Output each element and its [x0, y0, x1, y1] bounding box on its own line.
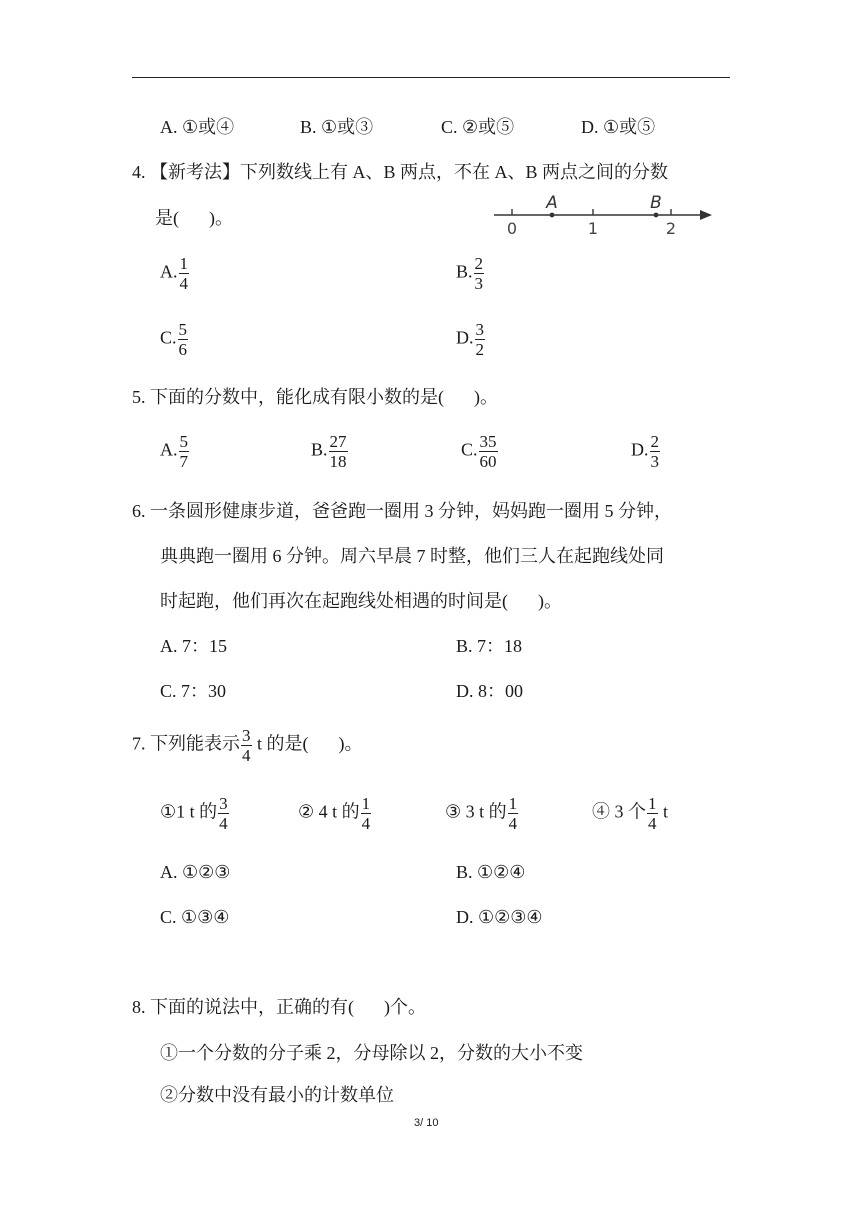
point-b-dot	[654, 213, 659, 218]
q7-item-1: ①1 t 的 $\frac{3}{4}$	[160, 794, 228, 833]
page-number: 3/ 10	[414, 1117, 439, 1129]
fraction: $\frac{1}{4}$	[361, 794, 371, 833]
q4-option-a: A. $\frac{1}{4}$	[160, 254, 188, 293]
q6-option-c: C. 7：30	[160, 681, 227, 701]
fraction: $\frac{2}{3}$	[650, 432, 659, 471]
q4-option-b: B. $\frac{2}{3}$	[456, 254, 484, 293]
q8-statement-1: ①一个分数的分子乘 2，分母除以 2，分数的大小不变	[160, 1043, 583, 1063]
number-line-arrow	[700, 210, 712, 220]
q4-option-c: C. $\frac{5}{6}$	[160, 320, 188, 359]
tick-label-0: 0	[506, 219, 518, 238]
fraction: $\frac{3}{4}$	[219, 794, 228, 833]
fraction: $\frac{5}{6}$	[178, 320, 188, 359]
q4-stem-line2: 是( )。	[155, 208, 233, 228]
point-a-label: A	[546, 193, 558, 213]
q8-statement-2: ②分数中没有最小的计数单位	[160, 1085, 394, 1105]
q5-option-a: A. $\frac{5}{7}$	[160, 432, 188, 471]
fraction: $\frac{3}{4}$	[242, 726, 251, 765]
q5-option-c: C. $\frac{35}{60}$	[461, 432, 497, 471]
point-a-dot	[550, 213, 555, 218]
q7-option-c: C. ①③④	[160, 907, 230, 927]
fraction: $\frac{1}{4}$	[508, 794, 518, 833]
q3-option-c: C. ②或⑤	[441, 117, 515, 137]
q5-stem: 5. 下面的分数中，能化成有限小数的是( )。	[132, 387, 498, 407]
q7-item-4: ④ 3 个 $\frac{1}{4}$ t	[592, 794, 669, 833]
q8-stem: 8. 下面的说法中，正确的有( )个。	[132, 997, 426, 1017]
q4-option-d: D. $\frac{3}{2}$	[456, 320, 484, 359]
q3-option-b: B. ①或③	[300, 117, 374, 137]
q6-option-b: B. 7：18	[456, 636, 523, 656]
q6-stem-line3: 时起跑，他们再次在起跑线处相遇的时间是( )。	[160, 591, 562, 611]
q5-option-d: D. $\frac{2}{3}$	[631, 432, 659, 471]
fraction: $\frac{2}{3}$	[474, 254, 484, 293]
q6-option-d: D. 8：00	[456, 681, 523, 701]
q5-option-b: B. $\frac{27}{18}$	[311, 432, 347, 471]
q6-option-a: A. 7：15	[160, 636, 227, 656]
tick-label-1: 1	[587, 219, 599, 238]
fraction: $\frac{3}{2}$	[475, 320, 484, 359]
q7-item-2: ② 4 t 的 $\frac{1}{4}$	[298, 794, 371, 833]
point-b-label: B	[650, 193, 662, 213]
tick-label-2: 2	[665, 219, 677, 238]
q4-stem-line1: 4. 【新考法】下列数线上有 A、B 两点，不在 A、B 两点之间的分数	[132, 162, 669, 182]
q7-item-3: ③ 3 t 的 $\frac{1}{4}$	[445, 794, 518, 833]
fraction: $\frac{35}{60}$	[479, 432, 497, 471]
fraction: $\frac{1}{4}$	[179, 254, 188, 293]
number-line	[490, 192, 716, 240]
q7-option-a: A. ①②③	[160, 862, 231, 882]
q7-option-d: D. ①②③④	[456, 907, 543, 927]
q6-stem-line2: 典典跑一圈用 6 分钟。周六早晨 7 时整，他们三人在起跑线处同	[160, 546, 664, 566]
q3-option-a: A. ①或④	[160, 117, 235, 137]
fraction: $\frac{5}{7}$	[179, 432, 188, 471]
q6-stem-line1: 6. 一条圆形健康步道，爸爸跑一圈用 3 分钟，妈妈跑一圈用 5 分钟，	[132, 501, 672, 521]
q3-option-d: D. ①或⑤	[581, 117, 656, 137]
q7-option-b: B. ①②④	[456, 862, 526, 882]
q7-stem: 7. 下列能表示 $\frac{3}{4}$ t 的是( )。	[132, 726, 363, 765]
fraction: $\frac{27}{18}$	[329, 432, 347, 471]
fraction: $\frac{1}{4}$	[648, 794, 657, 833]
header-rule	[132, 77, 730, 78]
